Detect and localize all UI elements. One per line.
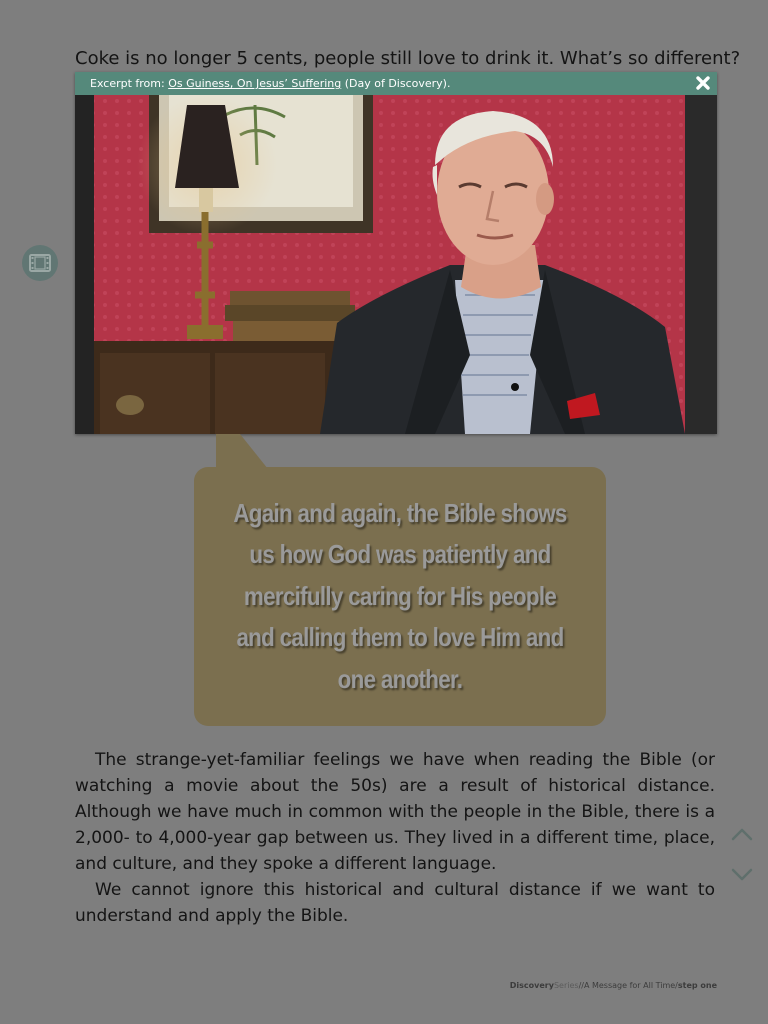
close-icon [696,76,710,90]
footer-title: //A Message for All Time/ [578,981,678,990]
quote-bubble [194,467,606,726]
intro-line: Coke is no longer 5 cents, people still love to drink it. What’s so different? [75,48,741,69]
footer-step: step one [677,981,717,990]
video-still [75,95,717,434]
pull-quote: Again and again, the Bible shows us how God was patiently and mercifully caring for His people and calling them to love Him and one another. [233,497,567,694]
page-footer [500,981,717,990]
chevron-up-icon[interactable] [730,826,754,842]
close-video-button[interactable] [694,74,712,92]
footer-brand: Discovery [509,981,554,990]
footer-brand-series: Series [553,981,579,990]
caption-source-link[interactable]: Os Guiness, On Jesus’ Suffering [168,77,342,90]
paragraph: We cannot ignore this historical and cultural distance if we want to understand and apply the Bible. [75,880,715,926]
film-icon [29,253,51,273]
video-player[interactable] [75,95,717,434]
paragraph: The strange-yet-familiar feelings we have when reading the Bible (or watching a movie about the 50s) are a result of historical distance. Although we have much in common with the people in the Bible, there is a 2,000- to 4,000-year gap between us. They lived in a different time, place, and culture, and they spoke a different language. [75,750,715,874]
caption-prefix: Excerpt from: [90,77,169,90]
body-text [75,747,715,929]
chevron-down-icon[interactable] [730,867,754,883]
video-caption-bar [75,72,717,95]
film-media-button[interactable] [22,245,58,281]
video-popup [75,72,717,434]
caption-suffix: (Day of Discovery). [341,77,451,90]
